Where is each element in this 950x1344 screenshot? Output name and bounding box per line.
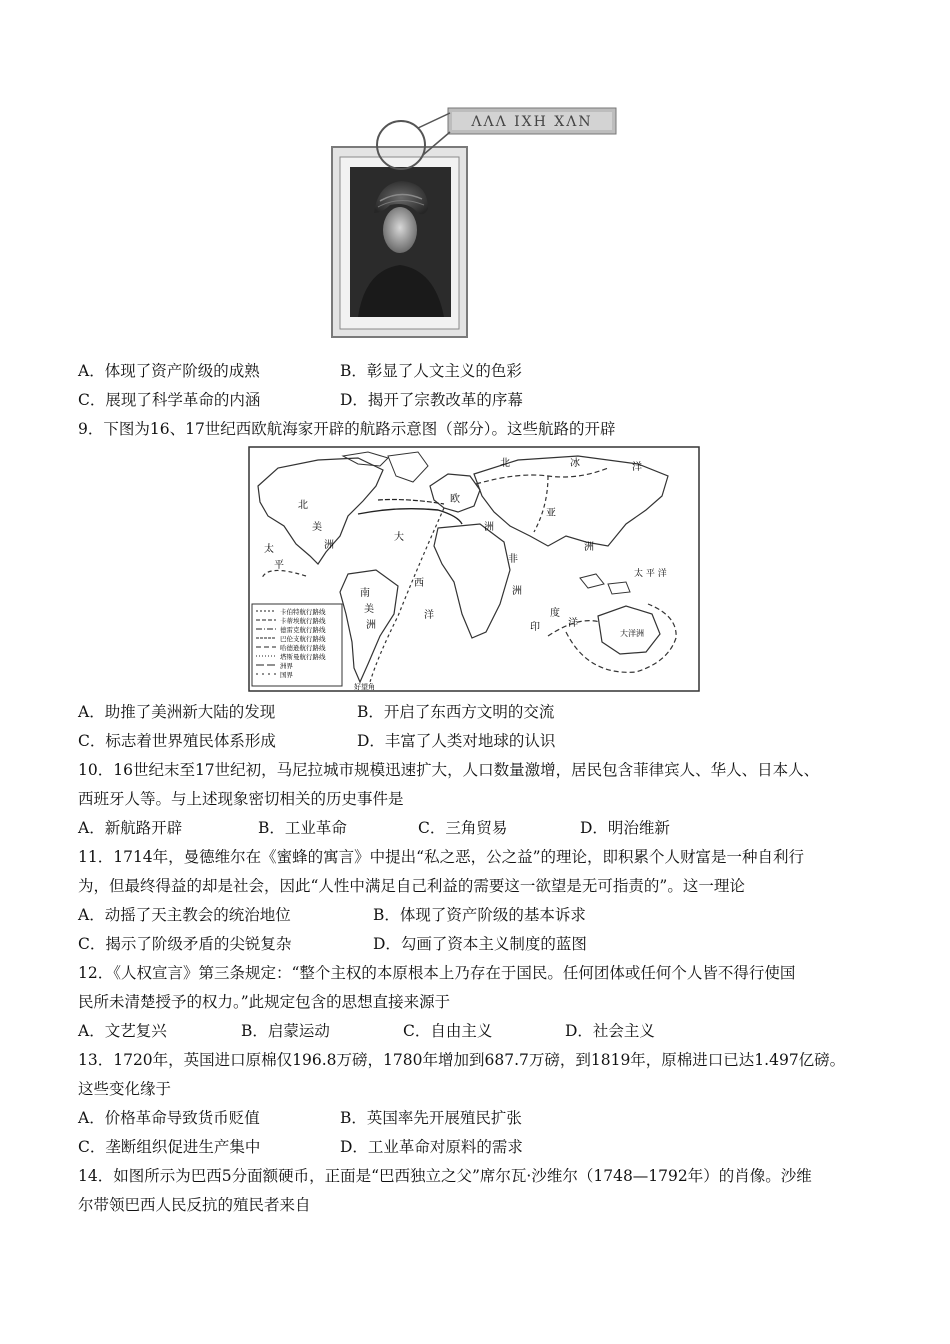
q11-stem-line2: 为，但最终得益的却是社会，因此“人性中满足自己利益的需要这一欲望是无可指责的”。这一理论 xyxy=(78,877,745,895)
q13-stem-line2: 这些变化缘于 xyxy=(78,1080,172,1098)
q10-option-a: A．新航路开辟 xyxy=(78,819,183,837)
map-label: 西 xyxy=(414,578,424,589)
map-label: 洋 xyxy=(424,610,434,621)
map-label: 美 xyxy=(312,522,322,533)
q8-option-a: A．体现了资产阶级的成熟 xyxy=(78,362,260,380)
q9-option-d: D．丰富了人类对地球的认识 xyxy=(357,732,556,750)
portrait-illustration xyxy=(320,105,620,340)
map-label: 大 xyxy=(394,532,404,543)
map-label: 洋 xyxy=(632,462,642,473)
map-label: 平 xyxy=(274,560,284,571)
route-map xyxy=(248,446,700,692)
legend-item: 塔斯曼航行路线 xyxy=(280,653,326,661)
legend-item: 国界 xyxy=(280,671,293,679)
q11-option-a: A．动摇了天主教会的统治地位 xyxy=(78,906,291,924)
q9-option-a: A．助推了美洲新大陆的发现 xyxy=(78,703,276,721)
map-label: 太 平 洋 xyxy=(634,569,667,579)
q13-stem-line1: 13．1720年，英国进口原棉仅196.8万磅，1780年增加到687.7万磅，到1819年，原棉进口已达1.497亿磅。 xyxy=(78,1051,846,1069)
map-label: 南 xyxy=(360,588,370,599)
q11-option-d: D．勾画了资本主义制度的蓝图 xyxy=(373,935,587,953)
q13-option-d: D．工业革命对原料的需求 xyxy=(340,1138,523,1156)
map-label: 北 xyxy=(500,458,510,469)
q13-option-b: B．英国率先开展殖民扩张 xyxy=(340,1109,522,1127)
map-label: 欧 xyxy=(450,494,460,505)
q8-option-b: B．彰显了人文主义的色彩 xyxy=(340,362,522,380)
legend-item: 巴伦支航行路线 xyxy=(280,635,326,643)
map-label: 印 xyxy=(530,622,540,633)
legend-item: 德雷克航行路线 xyxy=(280,626,326,634)
q9-option-b: B．开启了东西方文明的交流 xyxy=(357,703,555,721)
portrait-figure xyxy=(320,105,620,340)
q13-option-c: C．垄断组织促进生产集中 xyxy=(78,1138,261,1156)
map-label: 非 xyxy=(508,554,518,565)
q12-option-a: A．文艺复兴 xyxy=(78,1022,167,1040)
q10-stem-line2: 西班牙人等。与上述现象密切相关的历史事件是 xyxy=(78,790,404,808)
q9-option-c: C．标志着世界殖民体系形成 xyxy=(78,732,276,750)
map-label: 大洋洲 xyxy=(620,629,644,638)
map-label: 太 xyxy=(264,544,274,555)
map-label: 美 xyxy=(364,604,374,615)
map-label: 好望角 xyxy=(354,683,375,691)
legend-item: 洲界 xyxy=(280,662,293,670)
map-label: 洲 xyxy=(584,542,594,553)
q10-option-d: D．明治维新 xyxy=(580,819,670,837)
q14-stem-line1: 14．如图所示为巴西5分面额硬币，正面是“巴西独立之父”席尔瓦·沙维尔（1748—1792年）的肖像。沙维 xyxy=(78,1167,812,1185)
legend-item: 哈德逊航行路线 xyxy=(280,644,326,652)
q8-option-d: D．揭开了宗教改革的序幕 xyxy=(340,391,523,409)
q12-option-c: C．自由主义 xyxy=(403,1022,493,1040)
map-label: 洲 xyxy=(512,586,522,597)
map-label: 北 xyxy=(298,500,308,511)
inscription-text: ΛΛΛ ΙΧΗ ΧΛΝ xyxy=(471,114,593,130)
map-label: 洲 xyxy=(366,620,376,631)
map-label: 洲 xyxy=(484,522,494,533)
q12-option-b: B．启蒙运动 xyxy=(241,1022,330,1040)
map-label: 度 xyxy=(550,608,560,619)
q10-option-c: C．三角贸易 xyxy=(418,819,508,837)
q14-stem-line2: 尔带领巴西人民反抗的殖民者来自 xyxy=(78,1196,311,1214)
q12-stem-line1: 12．《人权宣言》第三条规定：“整个主权的本原根本上乃存在于国民。任何团体或任何个人皆不得行使国 xyxy=(78,964,796,982)
map-label: 洲 xyxy=(324,540,334,551)
q8-option-c: C．展现了科学革命的内涵 xyxy=(78,391,261,409)
q9-stem: 9．下图为16、17世纪西欧航海家开辟的航路示意图（部分）。这些航路的开辟 xyxy=(78,420,616,438)
map-label: 冰 xyxy=(570,458,580,469)
map-label: 洋 xyxy=(568,618,578,629)
q13-option-a: A．价格革命导致货币贬值 xyxy=(78,1109,260,1127)
q11-option-b: B．体现了资产阶级的基本诉求 xyxy=(373,906,586,924)
q12-option-d: D．社会主义 xyxy=(565,1022,655,1040)
legend-item: 卡蒂埃航行路线 xyxy=(280,617,326,625)
q11-option-c: C．揭示了阶级矛盾的尖锐复杂 xyxy=(78,935,292,953)
world-map-illustration xyxy=(248,446,700,692)
q11-stem-line1: 11．1714年，曼德维尔在《蜜蜂的寓言》中提出“私之恶，公之益”的理论，即积累个人财富是一种自利行 xyxy=(78,848,805,866)
q12-stem-line2: 民所未清楚授予的权力。”此规定包含的思想直接来源于 xyxy=(78,993,451,1011)
legend-item: 卡伯特航行路线 xyxy=(280,608,326,616)
map-label: 亚 xyxy=(546,508,556,519)
q10-stem-line1: 10．16世纪末至17世纪初，马尼拉城市规模迅速扩大，人口数量激增，居民包含菲律宾人、华人、日本人、 xyxy=(78,761,820,779)
q10-option-b: B．工业革命 xyxy=(258,819,347,837)
